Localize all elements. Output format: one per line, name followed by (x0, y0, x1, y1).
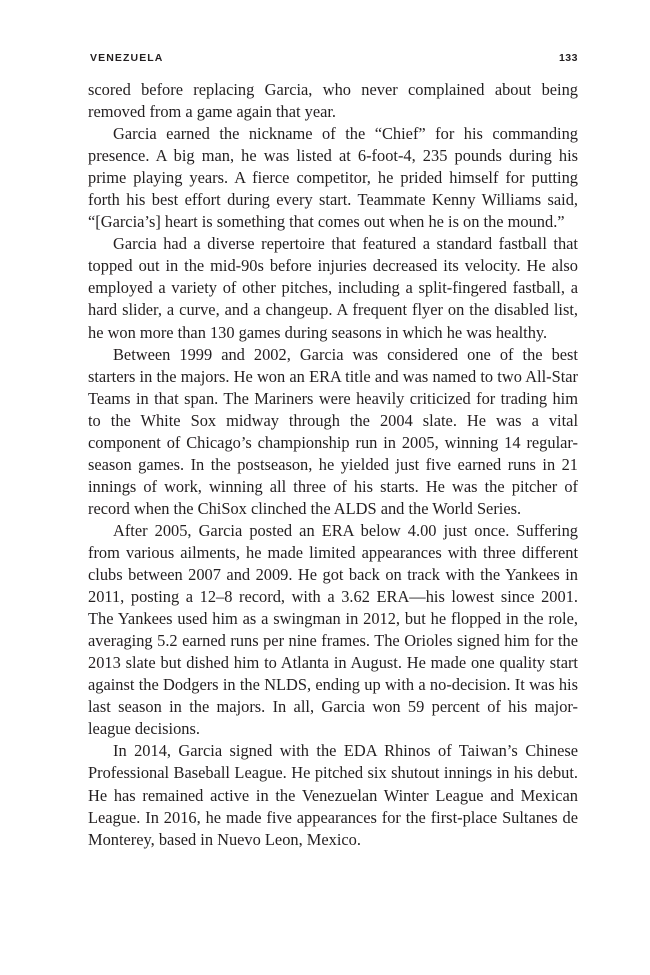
running-head (88, 52, 578, 66)
paragraph-repertoire: Garcia had a diverse repertoire that featured a standard fastball that topped out in the mid-90s before injuries decreased its velocity. He also employed a variety of other pitches, including a split-fingered fastball, a hard slider, a curve, and a changeup. A frequent flyer on the disabled list, he won more than 130 games during seasons in which he was healthy. (88, 234, 578, 342)
section-title: VENEZUELA (90, 52, 164, 64)
paragraph-continued: scored before replacing Garcia, who never complained about being removed from a game again that year. (88, 80, 578, 122)
paragraph-later-career: After 2005, Garcia posted an ERA below 4.00 just once. Suffering from various ailments, he made limited appearances with three different clubs between 2007 and 2009. He got back on track with the Yankees in 2011, posting a 12–8 record, with a 3.62 ERA—his lowest since 2001. The Yankees used him as a swingman in 2012, but he flopped in the role, averaging 5.2 earned runs per nine frames. The Orioles signed him for the 2013 slate but dished him to Atlanta in August. He made one quality start against the Dodgers in the NLDS, ending up with a no-decision. It was his last season in the majors. In all, Garcia won 59 percent of his major-league decisions. (88, 520, 578, 739)
paragraph-nickname: Garcia earned the nickname of the “Chief” for his commanding presence. A big man, he was listed at 6-foot-4, 235 pounds during his prime playing years. A fierce competitor, he prided himself for putting forth his best effort during every start. Teammate Kenny Williams said, “[Garcia’s] heart is something that comes out when he is on the mound.” (88, 124, 578, 232)
paragraph-peak-years: Between 1999 and 2002, Garcia was considered one of the best starters in the majors. He won an ERA title and was named to two All-Star Teams in that span. The Mariners were heavily criticized for trading him to the White Sox midway through the 2004 slate. He was a vital component of Chicago’s championship run in 2005, winning 14 regular-season games. In the postseason, he yielded just five earned runs in 21 innings of work, winning all three of his starts. He was the pitcher of record when the ChiSox clinched the ALDS and the World Series. (88, 344, 578, 518)
book-page (88, 0, 578, 975)
paragraph-post-mlb: In 2014, Garcia signed with the EDA Rhinos of Taiwan’s Chinese Professional Baseball League. He pitched six shutout innings in his debut. He has remained active in the Venezuelan Winter League and Mexican League. In 2016, he made five appearances for the first-place Sultanes de Monterey, based in Nuevo Leon, Mexico. (88, 741, 578, 849)
page-number: 133 (558, 52, 578, 64)
body-text (88, 79, 578, 851)
